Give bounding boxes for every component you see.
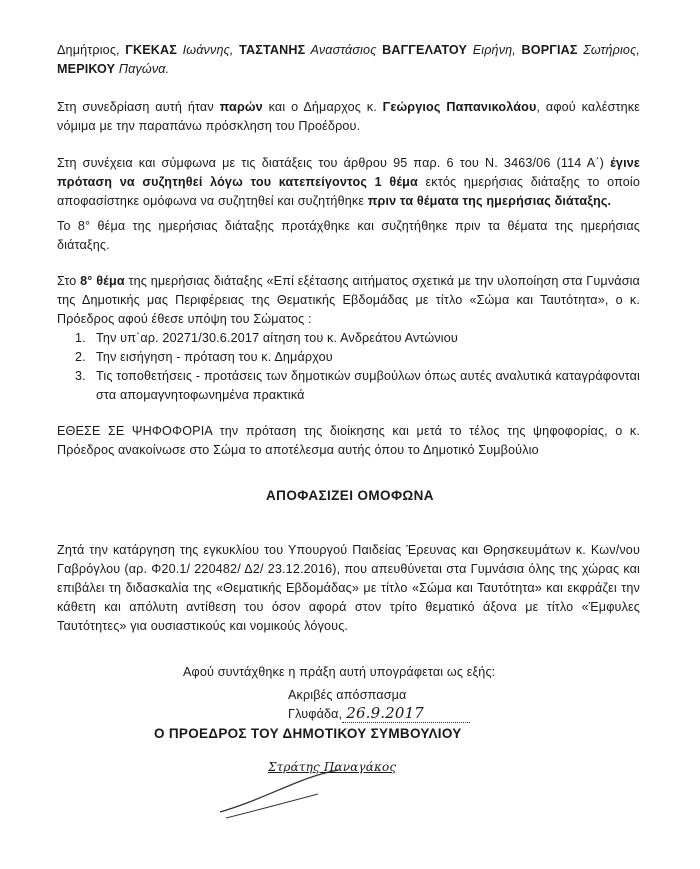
- item-priority-paragraph: [57, 217, 640, 255]
- text: εκτός ημερήσιας διάταξης το οποίο αποφασίστηκε ομόφωνα να συζητηθεί και συζητήθηκε: [57, 175, 640, 208]
- vote-paragraph: [57, 422, 640, 460]
- bold-text: 8° θέμα: [80, 274, 125, 288]
- decision-heading: ΑΠΟΦΑΣΙΖΕΙ ΟΜΟΦΩΝΑ: [266, 488, 434, 503]
- text: Ζητά την κατάργηση της εγκυκλίου του Υπουργού Παιδείας Έρευνας και Θρησκευμάτων κ. Κων/νου Γαβρόγλου (αρ. Φ20.1/ 220482/ Δ2/ 23.12.2016), που απευθύνεται στα Γυμνάσια όλης της χώρας και επιβάλει τη διδασκαλία της «Θεματικής Εβδομάδας» με τίτλο «Σώμα και Ταυτότητα» και εκφράζει την κάθετη και απόλυτη αντίθεση του όσον αφορά στον τρίτο θεματικό άξονα με τίτλο «Έμφυλες Ταυτότητες» για ουσιαστικούς και νομικούς λόγους.: [57, 543, 640, 633]
- text: Σωτήριος,: [577, 43, 640, 57]
- handwritten-date: 26.9.2017: [342, 704, 470, 723]
- text: Παγώνα.: [115, 62, 170, 76]
- considerations-list: [75, 329, 640, 405]
- bold-text: παρών: [219, 100, 263, 114]
- text: Στη συνεδρίαση αυτή ήταν: [57, 100, 220, 114]
- list-item: [75, 367, 640, 405]
- signer-name: Στράτης Παναγάκος: [268, 760, 397, 774]
- bold-text: έγινε πρόταση να συζητηθεί λόγω του κατεπείγοντος 1 θέμα: [57, 156, 640, 189]
- list-item: [75, 329, 640, 348]
- text: της ημερήσιας διάταξης «Επί εξέτασης αιτήματος σχετικά με την υλοποίηση στα Γυμνάσια της Δημοτικής μας Περιφέρειας της Θεματικής Εβδομάδας με τίτλο «Σώμα και Ταυτότητα», ο κ. Πρόεδρος αφού έθεσε υπόψη του Σώματος :: [57, 274, 640, 326]
- text: Αναστάσιος: [305, 43, 383, 57]
- urgent-item-paragraph: [57, 154, 640, 211]
- attendees-paragraph: [57, 41, 640, 79]
- text: Δημήτριος,: [57, 43, 126, 57]
- councillor-name: ΤΑΣΤΑΝΗΣ: [239, 43, 306, 57]
- list-text: Την υπ΄αρ. 20271/30.6.2017 αίτηση του κ. Ανδρεάτου Αντώνιου: [96, 331, 458, 345]
- text: και ο Δήμαρχος κ.: [262, 100, 383, 114]
- signatory-title: Ο ΠΡΟΕΔΡΟΣ ΤΟΥ ΔΗΜΟΤΙΚΟΥ ΣΥΜΒΟΥΛΙΟΥ: [154, 726, 462, 741]
- bold-text: πριν τα θέματα της ημερήσιας διάταξης.: [367, 194, 612, 208]
- mayor-presence-paragraph: [57, 98, 640, 136]
- text: Το 8° θέμα της ημερήσιας διάταξης προτάχθηκε και συζητήθηκε πριν τα θέματα της ημερήσιας διάταξης.: [57, 219, 640, 252]
- councillor-name: ΜΕΡΙΚΟΥ: [57, 62, 116, 76]
- councillor-name: ΒΟΡΓΙΑΣ: [521, 43, 578, 57]
- list-text: Τις τοποθετήσεις - προτάσεις των δημοτικών συμβούλων όπως αυτές αναλυτικά καταγράφονται στα απομαγνητοφωνημένα πρακτικά: [96, 369, 640, 402]
- closing-line: Αφού συντάχθηκε η πράξη αυτή υπογράφεται ως εξής:: [183, 665, 496, 679]
- councillor-name: ΓΚΕΚΑΣ: [125, 43, 178, 57]
- list-text: Την εισήγηση - πρόταση του κ. Δημάρχου: [96, 350, 333, 364]
- place-label: Γλυφάδα,: [288, 707, 343, 721]
- text: Ειρήνη,: [467, 43, 522, 57]
- text: Στη συνέχεια και σύμφωνα με τις διατάξεις του άρθρου 95 παρ. 6 του Ν. 3463/06 (114 Α΄): [57, 156, 611, 170]
- list-number: 2.: [75, 350, 86, 364]
- list-number: 3.: [75, 369, 86, 383]
- list-item: [75, 348, 640, 367]
- text: Ιωάννης,: [177, 43, 240, 57]
- item-8-paragraph: [57, 272, 640, 329]
- councillor-name: ΒΑΓΓΕΛΑΤΟΥ: [382, 43, 468, 57]
- text: , αφού καλέστηκε νόμιμα με την παραπάνω πρόσκληση του Προέδρου.: [57, 100, 640, 133]
- decision-paragraph: [57, 541, 640, 636]
- mayor-name: Γεώργιος Παπανικολάου: [382, 100, 537, 114]
- exact-extract-label: Ακριβές απόσπασμα: [288, 688, 407, 702]
- text: ΕΘΕΣΕ ΣΕ ΨΗΦΟΦΟΡΙΑ την πρόταση της διοίκησης και μετά το τέλος της ψηφοφορίας, ο κ. Πρόεδρος ανακοίνωσε στο Σώμα το αποτέλεσμα αυτής όπου το Δημοτικό Συμβούλιο: [57, 424, 640, 457]
- place-date-line: [288, 704, 470, 723]
- text: Στο: [57, 274, 81, 288]
- list-number: 1.: [75, 331, 86, 345]
